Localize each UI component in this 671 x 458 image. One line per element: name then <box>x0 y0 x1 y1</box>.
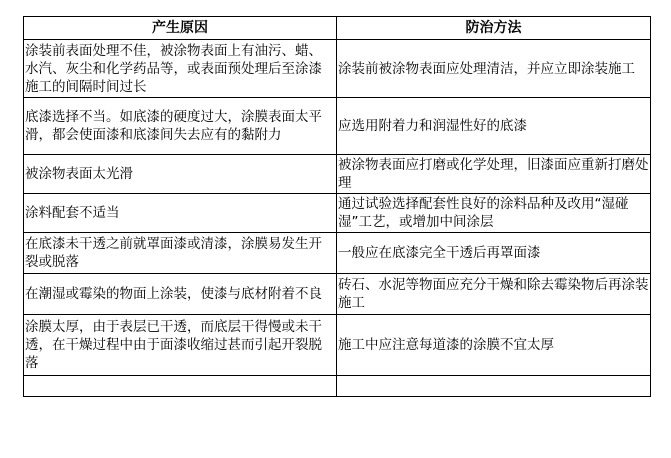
cause-cell: 涂装前表面处理不佳，被涂物表面上有油污、蜡、水汽、灰尘和化学药品等，或表面预处理后至涂漆施工的间隔时间过长 <box>24 40 337 98</box>
cause-cell: 涂膜太厚，由于表层已干透，而底层干得慢或未干透，在干燥过程中由于面漆收缩过甚而引起开裂脱落 <box>24 315 337 376</box>
method-cell: 涂装前被涂物表面应处理清洁，并应立即涂装施工 <box>337 40 651 98</box>
cause-cell <box>24 376 337 397</box>
method-cell: 砖石、水泥等物面应充分干燥和除去霉染物后再涂装施工 <box>337 274 651 315</box>
table-header-row <box>24 17 651 40</box>
table-row <box>24 274 651 315</box>
header-method: 防治方法 <box>337 17 651 40</box>
table-row <box>24 233 651 274</box>
method-cell: 被涂物表面应打磨或化学处理，旧漆面应重新打磨处理 <box>337 155 651 194</box>
header-cause: 产生原因 <box>24 17 337 40</box>
table-row-empty <box>24 376 651 397</box>
table-row <box>24 315 651 376</box>
defect-table-container <box>23 16 650 397</box>
defect-cause-remedy-table <box>23 16 651 397</box>
cause-cell: 涂料配套不适当 <box>24 194 337 233</box>
cause-cell: 在潮湿或霉染的物面上涂装，使漆与底材附着不良 <box>24 274 337 315</box>
table-row <box>24 155 651 194</box>
table-row <box>24 194 651 233</box>
method-cell <box>337 376 651 397</box>
table-row <box>24 40 651 98</box>
table-row <box>24 98 651 155</box>
method-cell: 施工中应注意每道漆的涂膜不宜太厚 <box>337 315 651 376</box>
method-cell: 应选用附着力和润湿性好的底漆 <box>337 98 651 155</box>
cause-cell: 底漆选择不当。如底漆的硬度过大，涂膜表面太平滑，都会使面漆和底漆间失去应有的黏附力 <box>24 98 337 155</box>
cause-cell: 被涂物表面太光滑 <box>24 155 337 194</box>
method-cell: 通过试验选择配套性良好的涂料品种及改用“湿碰湿”工艺，或增加中间涂层 <box>337 194 651 233</box>
cause-cell: 在底漆未干透之前就罩面漆或清漆，涂膜易发生开裂或脱落 <box>24 233 337 274</box>
method-cell: 一般应在底漆完全干透后再罩面漆 <box>337 233 651 274</box>
